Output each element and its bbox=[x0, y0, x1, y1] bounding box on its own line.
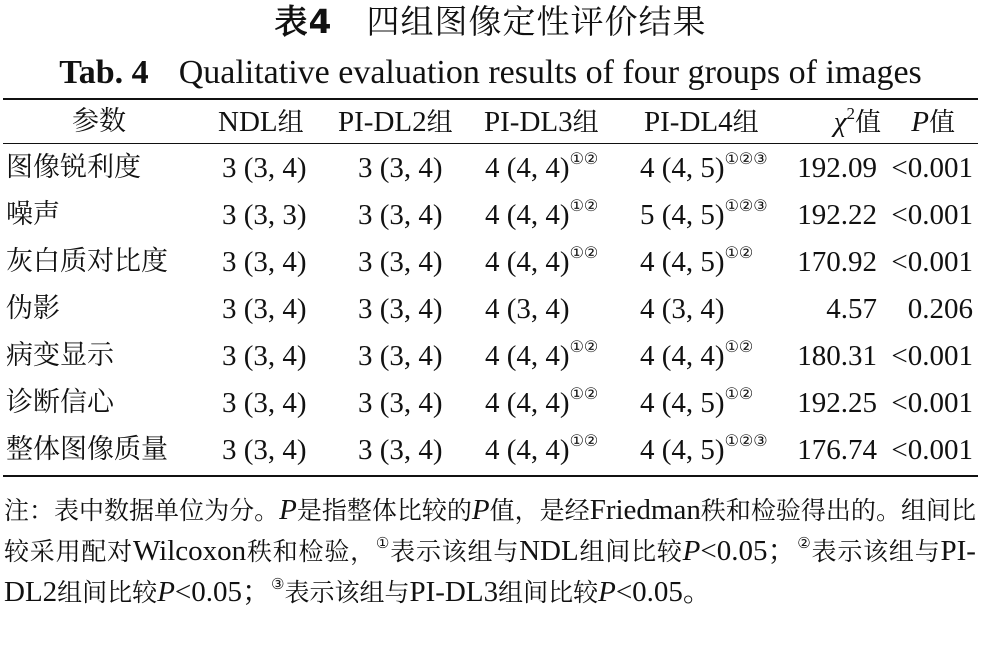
significance-marks: ①②③ bbox=[724, 433, 768, 450]
header-ndl: NDL组 bbox=[218, 106, 304, 138]
significance-marks: ①② bbox=[724, 386, 754, 403]
significance-marks: ①② bbox=[724, 339, 754, 356]
header-pidl2: PI-DL2组 bbox=[338, 106, 453, 138]
cell-pidl2: 3 (3, 4) bbox=[358, 434, 443, 466]
cell-pidl2: 3 (3, 4) bbox=[358, 152, 443, 184]
header-pidl4: PI-DL4组 bbox=[644, 106, 759, 138]
header-pidl3: PI-DL3组 bbox=[484, 106, 599, 138]
cell-pidl2: 3 (3, 4) bbox=[358, 199, 443, 231]
cell-param: 病变显示 bbox=[6, 340, 114, 371]
cell-chi-square: 192.09 bbox=[797, 152, 877, 184]
cell-ndl: 3 (3, 4) bbox=[222, 246, 307, 278]
table-caption-chinese: 四组图像定性评价结果 bbox=[366, 2, 707, 41]
table-row bbox=[0, 239, 981, 285]
table-number-chinese: 表4 bbox=[274, 2, 333, 41]
cell-pidl3: 4 (4, 4)①② bbox=[485, 151, 599, 184]
header-chi-square: $\chi^2$值 bbox=[833, 104, 881, 138]
significance-marks: ①② bbox=[724, 245, 754, 262]
cell-pidl3: 4 (4, 4)①② bbox=[485, 339, 599, 372]
cell-pidl4: 4 (4, 4)①② bbox=[640, 339, 754, 372]
table-header-rule bbox=[3, 143, 978, 144]
cell-ndl: 3 (3, 3) bbox=[222, 199, 307, 231]
cell-param: 灰白质对比度 bbox=[6, 246, 168, 277]
cell-p-value: 0.206 bbox=[907, 293, 973, 325]
cell-p-value: <0.001 bbox=[891, 340, 973, 372]
cell-chi-square: 180.31 bbox=[797, 340, 877, 372]
cell-pidl3: 4 (4, 4)①② bbox=[485, 386, 599, 419]
cell-p-value: <0.001 bbox=[891, 434, 973, 466]
table-row bbox=[0, 145, 981, 191]
cell-chi-square: 170.92 bbox=[797, 246, 877, 278]
table-row bbox=[0, 192, 981, 238]
cell-param: 图像锐利度 bbox=[6, 152, 141, 183]
cell-pidl4: 5 (4, 5)①②③ bbox=[640, 198, 768, 231]
table-bottom-rule bbox=[3, 475, 978, 477]
cell-pidl4: 4 (4, 5)①②③ bbox=[640, 151, 768, 184]
header-param: 参数 bbox=[72, 106, 126, 137]
table-row bbox=[0, 380, 981, 426]
table-title-chinese bbox=[0, 2, 981, 42]
cell-param: 伪影 bbox=[6, 293, 60, 324]
table-row bbox=[0, 333, 981, 379]
cell-param: 噪声 bbox=[6, 199, 60, 230]
cell-p-value: <0.001 bbox=[891, 387, 973, 419]
cell-chi-square: 192.25 bbox=[797, 387, 877, 419]
cell-pidl4: 4 (4, 5)①② bbox=[640, 386, 754, 419]
significance-marks: ①②③ bbox=[724, 198, 768, 215]
cell-chi-square: 192.22 bbox=[797, 199, 877, 231]
cell-pidl2: 3 (3, 4) bbox=[358, 340, 443, 372]
table-number-english: Tab. 4 bbox=[59, 54, 149, 91]
cell-pidl2: 3 (3, 4) bbox=[358, 293, 443, 325]
cell-pidl4: 4 (4, 5)①②③ bbox=[640, 433, 768, 466]
cell-pidl4: 4 (4, 5)①② bbox=[640, 245, 754, 278]
cell-pidl4: 4 (3, 4) bbox=[640, 293, 725, 325]
cell-ndl: 3 (3, 4) bbox=[222, 434, 307, 466]
significance-marks: ①② bbox=[569, 339, 599, 356]
significance-marks: ①②③ bbox=[724, 151, 768, 168]
cell-chi-square: 4.57 bbox=[826, 293, 877, 325]
cell-pidl3: 4 (3, 4) bbox=[485, 293, 570, 325]
cell-param: 整体图像质量 bbox=[6, 434, 168, 465]
cell-pidl2: 3 (3, 4) bbox=[358, 387, 443, 419]
cell-pidl3: 4 (4, 4)①② bbox=[485, 245, 599, 278]
table-row bbox=[0, 427, 981, 473]
cell-param: 诊断信心 bbox=[6, 387, 114, 418]
cell-ndl: 3 (3, 4) bbox=[222, 152, 307, 184]
table-title-english bbox=[0, 54, 981, 92]
significance-marks: ①② bbox=[569, 198, 599, 215]
cell-chi-square: 176.74 bbox=[797, 434, 877, 466]
significance-marks: ①② bbox=[569, 151, 599, 168]
table-footnote: 注：表中数据单位为分。P是指整体比较的P值，是经Friedman秩和检验得出的。组间比较采用配对Wilcoxon秩和检验，①表示该组与NDL组间比较P<0.05；②表示该组与PI-DL2组间比较P<0.05；③表示该组与PI-DL3组间比较P<0.05。 bbox=[4, 494, 976, 608]
header-p-value: P值 bbox=[911, 106, 955, 138]
significance-marks: ①② bbox=[569, 433, 599, 450]
significance-marks: ①② bbox=[569, 245, 599, 262]
cell-ndl: 3 (3, 4) bbox=[222, 387, 307, 419]
cell-pidl2: 3 (3, 4) bbox=[358, 246, 443, 278]
cell-p-value: <0.001 bbox=[891, 199, 973, 231]
significance-marks: ①② bbox=[569, 386, 599, 403]
table-header-row bbox=[0, 99, 981, 145]
cell-ndl: 3 (3, 4) bbox=[222, 293, 307, 325]
table-row bbox=[0, 286, 981, 332]
table-caption-english: Qualitative evaluation results of four groups of images bbox=[178, 54, 922, 91]
cell-p-value: <0.001 bbox=[891, 246, 973, 278]
cell-ndl: 3 (3, 4) bbox=[222, 340, 307, 372]
cell-pidl3: 4 (4, 4)①② bbox=[485, 198, 599, 231]
cell-pidl3: 4 (4, 4)①② bbox=[485, 433, 599, 466]
cell-p-value: <0.001 bbox=[891, 152, 973, 184]
